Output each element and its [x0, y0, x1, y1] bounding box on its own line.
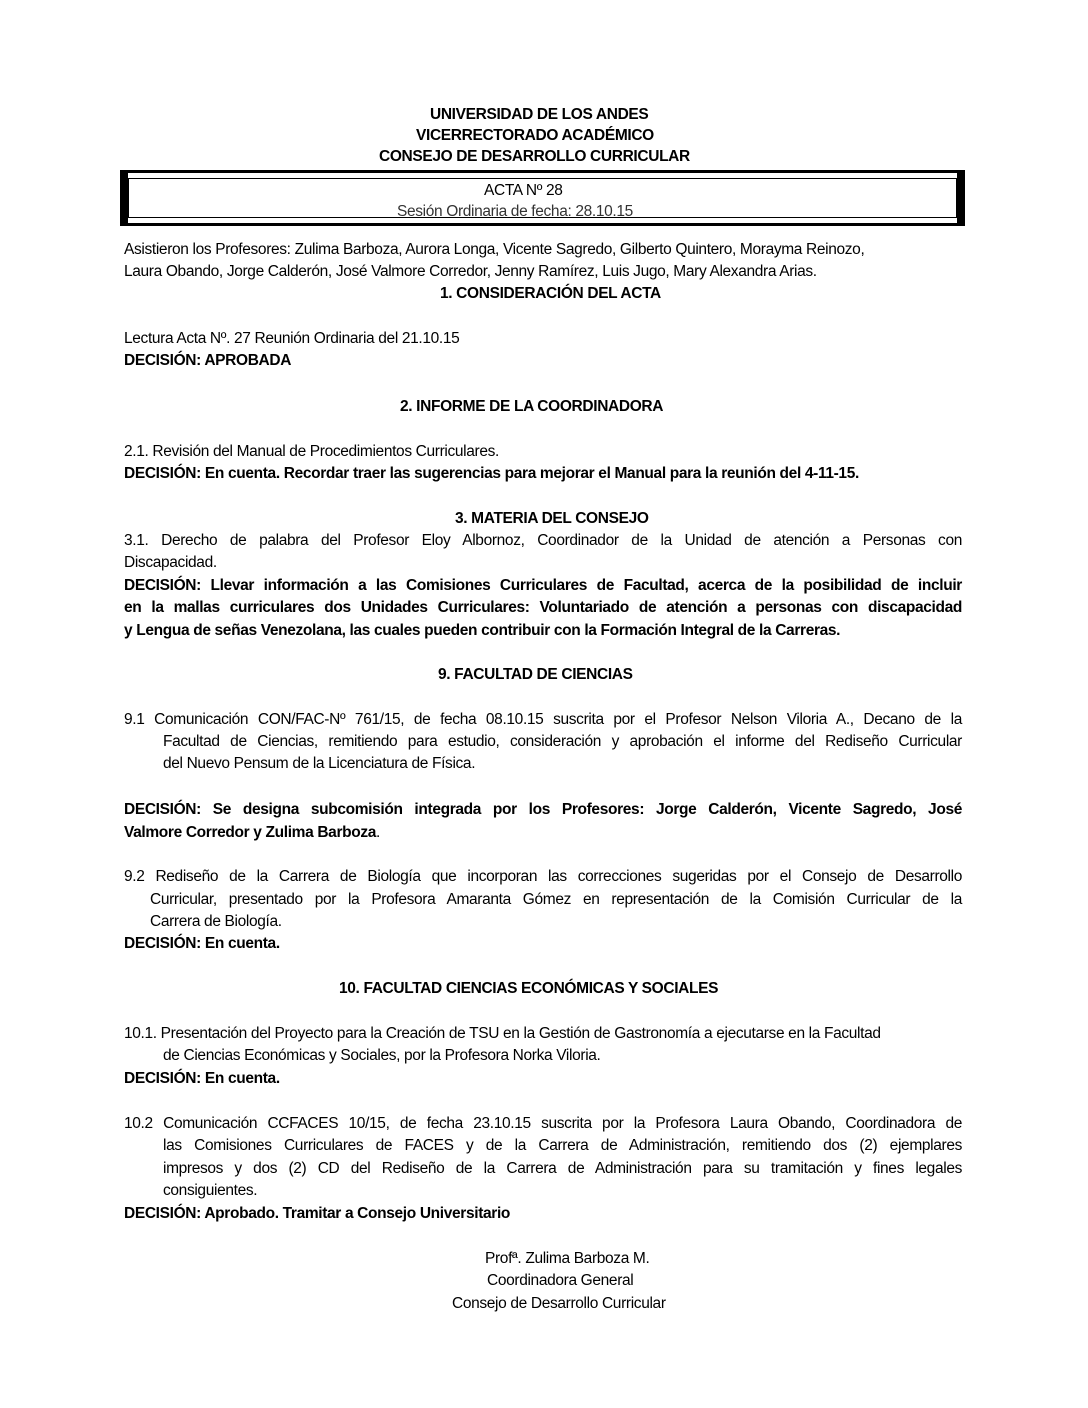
decision: DECISIÓN: En cuenta. [124, 935, 280, 952]
decision: DECISIÓN: En cuenta. Recordar traer las sugerencias para mejorar el Manual para la reunión del 4-11-15. [124, 465, 859, 482]
section-title: 1. CONSIDERACIÓN DEL ACTA [440, 285, 661, 302]
section-item: 10.2 Comunicación CCFACES 10/15, de fecha 23.10.15 suscrita por la Profesora Laura Obando, Coordinadora de [124, 1115, 962, 1132]
decision: DECISIÓN: Se designa subcomisión integrada por los Profesores: Jorge Calderón, Vicente Sagredo, José [124, 801, 962, 818]
university-name: UNIVERSIDAD DE LOS ANDES [430, 106, 649, 123]
section-title: 10. FACULTAD CIENCIAS ECONÓMICAS Y SOCIALES [339, 980, 719, 997]
section-item: Facultad de Ciencias, remitiendo para estudio, consideración y aprobación el informe del Rediseño Curricular [163, 733, 962, 750]
section-item: impresos y dos (2) CD del Rediseño de la Carrera de Administración para su tramitación y fines legales [163, 1160, 962, 1177]
section-title: 9. FACULTAD DE CIENCIAS [438, 666, 633, 683]
decision: DECISIÓN: En cuenta. [124, 1070, 280, 1087]
section-item: 9.1 Comunicación CON/FAC-Nº 761/15, de fecha 08.10.15 suscrita por el Profesor Nelson Viloria A., Decano de la [124, 711, 962, 728]
section-item: Lectura Acta Nº. 27 Reunión Ordinaria del 21.10.15 [124, 330, 460, 347]
decision: y Lengua de señas Venezolana, las cuales pueden contribuir con la Formación Integral de la Carreras. [124, 622, 841, 639]
section-item: 10.1. Presentación del Proyecto para la Creación de TSU en la Gestión de Gastronomía a ejecutarse en la Facultad [124, 1025, 881, 1042]
signature-name: Profª. Zulima Barboza M. [485, 1250, 650, 1267]
decision: en la mallas curriculares dos Unidades Curriculares: Voluntariado de atención a personas con discapacidad [124, 599, 962, 616]
vicerrectorado: VICERRECTORADO ACADÉMICO [416, 127, 654, 144]
section-item: del Nuevo Pensum de la Licenciatura de Física. [163, 755, 476, 772]
consejo-name: CONSEJO DE DESARROLLO CURRICULAR [379, 148, 690, 165]
decision: DECISIÓN: Llevar información a las Comisiones Curriculares de Facultad, acerca de la posibilidad de incluir [124, 577, 962, 594]
section-item: 3.1. Derecho de palabra del Profesor Eloy Albornoz, Coordinador de la Unidad de atención a Personas con [124, 532, 962, 549]
section-item: Curricular, presentado por la Profesora Amaranta Gómez en representación de la Comisión Curricular de la [150, 891, 962, 908]
decision [124, 822, 380, 844]
acta-number: ACTA Nº 28 [484, 182, 563, 199]
section-item: 9.2 Rediseño de la Carrera de Biología que incorporan las correcciones sugeridas por el Consejo de Desarrollo [124, 868, 962, 885]
section-title: 3. MATERIA DEL CONSEJO [455, 510, 649, 527]
section-item: Carrera de Biología. [150, 913, 282, 930]
section-item: Discapacidad. [124, 554, 217, 571]
signature-body: Consejo de Desarrollo Curricular [452, 1295, 666, 1312]
signature-role: Coordinadora General [487, 1272, 634, 1289]
section-item: 2.1. Revisión del Manual de Procedimientos Curriculares. [124, 443, 499, 460]
acta-session-date: Sesión Ordinaria de fecha: 28.10.15 [397, 203, 633, 220]
decision-period: . [376, 824, 380, 841]
section-item: las Comisiones Curriculares de FACES y de la Carrera de Administración, remitiendo dos (2) ejemplares [163, 1137, 962, 1154]
attendees-line: Laura Obando, Jorge Calderón, José Valmore Corredor, Jenny Ramírez, Luis Jugo, Mary Alexandra Arias. [124, 263, 817, 280]
section-item: de Ciencias Económicas y Sociales, por la Profesora Norka Viloria. [163, 1047, 601, 1064]
section-title: 2. INFORME DE LA COORDINADORA [400, 398, 664, 415]
attendees-line: Asistieron los Profesores: Zulima Barboza, Aurora Longa, Vicente Sagredo, Gilberto Quintero, Morayma Reinozo, [124, 241, 865, 258]
decision-text: Valmore Corredor y Zulima Barboza [124, 824, 377, 841]
decision: DECISIÓN: Aprobado. Tramitar a Consejo Universitario [124, 1205, 511, 1222]
section-item: consiguientes. [163, 1182, 258, 1199]
acta-box-border [957, 173, 962, 223]
decision: DECISIÓN: APROBADA [124, 352, 292, 369]
